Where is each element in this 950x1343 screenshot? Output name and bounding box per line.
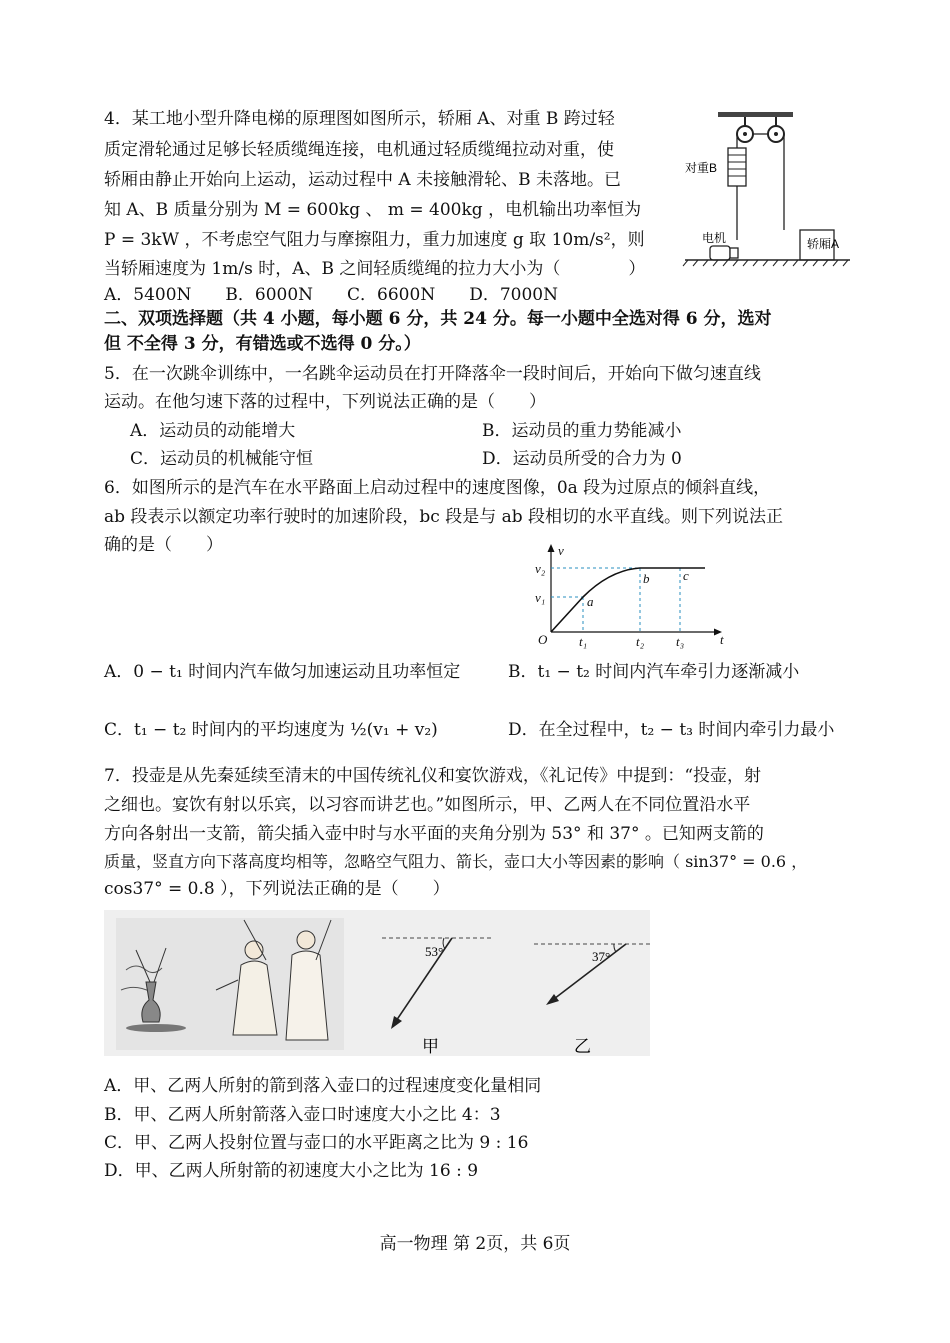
label-yi: 乙 xyxy=(574,1037,591,1056)
q4-line-5: P = 3kW ，不考虑空气阻力与摩擦阻力，重力加速度 g 取 10m/s²，则 xyxy=(104,230,645,250)
q7-line-3: 方向各射出一支箭，箭尖插入壶中时与水平面的夹角分别为 53° 和 37° 。已知两支箭的 xyxy=(104,824,764,844)
label-jia: 甲 xyxy=(422,1037,439,1056)
touhu-painting xyxy=(116,910,356,1056)
axis-v-label: v xyxy=(558,543,564,558)
q4-line-2: 质定滑轮通过足够长轻质缆绳连接，电机通过轻质缆绳拉动对重，使 xyxy=(104,140,614,160)
q4-line-1: 4．某工地小型升降电梯的原理图如图所示，轿厢 A、对重 B 跨过轻 xyxy=(104,109,615,129)
q6-option-c: C．t₁ − t₂ 时间内的平均速度为 ½(v₁ + v₂) xyxy=(104,720,438,740)
q7-option-d: D．甲、乙两人所射箭的初速度大小之比为 16 : 9 xyxy=(104,1161,479,1181)
car-label: 轿厢A xyxy=(807,237,840,251)
q6-option-d: D．在全过程中，t₂ − t₃ 时间内牵引力最小 xyxy=(508,720,835,740)
elevator-diagram xyxy=(680,110,852,270)
q5-option-d: D．运动员所受的合力为 0 xyxy=(482,449,682,469)
t3-label: t₃ xyxy=(676,634,685,649)
v2-label: v₂ xyxy=(535,561,546,576)
q5-option-a: A．运动员的动能增大 xyxy=(130,421,296,441)
counterweight-b xyxy=(728,148,746,186)
point-a-label: a xyxy=(587,594,594,609)
counterweight-label: 对重B xyxy=(685,161,718,175)
q4-line-6: 当轿厢速度为 1m/s 时，A、B 之间轻质缆绳的拉力大小为（ ） xyxy=(104,259,646,279)
q6-option-a: A．0 − t₁ 时间内汽车做匀加速运动且功率恒定 xyxy=(104,662,461,682)
q5-option-c: C．运动员的机械能守恒 xyxy=(130,449,314,469)
q4-line-4: 知 A、B 质量分别为 M = 600kg 、 m = 400kg ，电机输出功率恒为 xyxy=(104,200,642,220)
q7-line-5: cos37° = 0.8 ），下列说法正确的是（ ） xyxy=(104,879,450,899)
point-b-label: b xyxy=(643,571,650,586)
q6-line-3: 确的是（ ） xyxy=(104,535,223,555)
q7-option-c: C．甲、乙两人投射位置与壶口的水平距离之比为 9 : 16 xyxy=(104,1133,529,1153)
origin-label: O xyxy=(538,632,548,647)
angle-53-label: 53° xyxy=(425,944,444,959)
q7-line-2: 之细也。宴饮有射以乐宾，以习容而讲艺也。”如图所示，甲、乙两人在不同位置沿水平 xyxy=(104,795,751,815)
angle-37-label: 37° xyxy=(592,949,611,964)
q7-line-1: 7．投壶是从先秦延续至清末的中国传统礼仪和宴饮游戏，《礼记传》中提到：“投壶，射 xyxy=(104,766,762,786)
t1-label: t₁ xyxy=(579,634,588,649)
arrow-diagram-yi xyxy=(534,916,674,1056)
q7-option-b: B．甲、乙两人所射箭落入壶口时速度大小之比 4：3 xyxy=(104,1105,501,1125)
q5-line-2: 运动。在他匀速下落的过程中，下列说法正确的是（ ） xyxy=(104,392,546,412)
q7-option-a: A．甲、乙两人所射的箭到落入壶口的过程速度变化量相同 xyxy=(104,1076,542,1096)
q5-line-1: 5．在一次跳伞训练中，一名跳伞运动员在打开降落伞一段时间后，开始向下做匀速直线 xyxy=(104,364,761,384)
t2-label: t₂ xyxy=(636,634,645,649)
q5-option-b: B．运动员的重力势能减小 xyxy=(482,421,682,441)
v1-label: v₁ xyxy=(535,590,546,605)
motor-icon xyxy=(710,246,730,260)
axis-t-label: t xyxy=(720,632,724,647)
touhu-figure-panel xyxy=(104,910,650,1056)
motor-label: 电机 xyxy=(702,231,727,245)
q4-line-3: 轿厢由静止开始向上运动，运动过程中 A 未接触滑轮、B 未落地。已 xyxy=(104,170,621,190)
velocity-time-graph xyxy=(530,540,730,652)
page-footer: 高一物理 第 2页，共 6页 xyxy=(379,1234,571,1254)
q6-line-2: ab 段表示以额定功率行驶时的加速阶段，bc 段是与 ab 段相切的水平直线。则下列说法正 xyxy=(104,507,784,527)
q6-line-1: 6．如图所示的是汽车在水平路面上启动过程中的速度图像，0a 段为过原点的倾斜直线， xyxy=(104,478,771,498)
section-2-heading: 二、双项选择题（共 4 小题，每小题 6 分，共 24 分。每一小题中全选对得 6 分，选对 xyxy=(104,309,772,329)
arrow-diagram-jia xyxy=(382,916,522,1056)
q7-line-4: 质量，竖直方向下落高度均相等，忽略空气阻力、箭长，壶口大小等因素的影响（ sin37° = 0.6 ， xyxy=(104,852,808,871)
q4-options: A．5400N B．6000N C．6600N D．7000N xyxy=(104,285,558,305)
point-c-label: c xyxy=(683,568,689,583)
q6-option-b: B．t₁ − t₂ 时间内汽车牵引力逐渐减小 xyxy=(508,662,800,682)
section-2-heading-cont: 但 不全得 3 分，有错选或不选得 0 分。） xyxy=(104,334,421,354)
